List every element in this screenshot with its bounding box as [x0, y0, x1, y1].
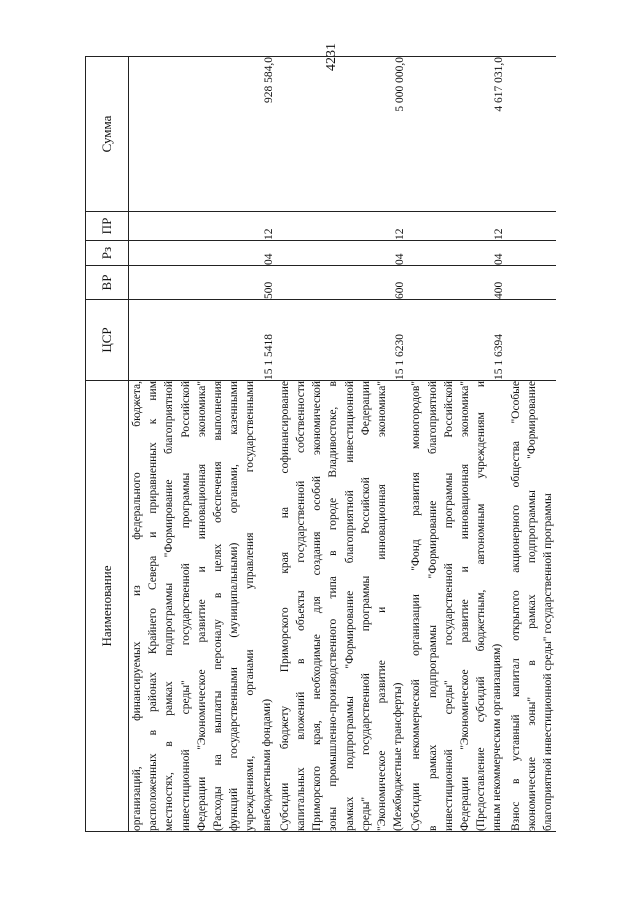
row-name-cell	[277, 381, 409, 832]
row-name-cell	[508, 381, 557, 832]
row-name-line: (Межбюджетные трансферты)	[392, 682, 405, 831]
row-name-line: (Предоставление субсидий бюджетным, автономным учреждениям и	[475, 381, 488, 831]
table-row	[129, 57, 277, 832]
row-name-line: организаций, финансируемых из федерального бюджета,	[131, 381, 143, 831]
row-csr-cell	[408, 300, 507, 381]
row-vr-value: 400	[493, 281, 506, 299]
row-vr-cell	[277, 266, 409, 300]
row-csr-cell	[508, 300, 557, 381]
row-name-line: иным некоммерческим организациям)	[491, 643, 504, 831]
row-vr-cell	[408, 266, 507, 300]
row-name-line: Субсидии некоммерческой организации "Фонд развития моногородов"	[410, 381, 423, 831]
row-name-line: капитальных вложений в объекты государственной собственности	[295, 381, 307, 831]
row-name-line: Субсидии бюджету Приморского края на софинансирование	[278, 381, 291, 831]
row-sum-cell	[129, 57, 277, 212]
row-name-line: в рамках подпрограммы "Формирование благоприятной	[426, 381, 439, 831]
row-rz-cell	[408, 241, 507, 266]
row-name-line: Федерации "Экономическое развитие и инновационная экономика"	[195, 381, 208, 831]
page-number-text: 4231	[324, 43, 339, 71]
row-vr-cell	[508, 266, 557, 300]
row-pr-cell	[129, 212, 277, 241]
header-name: Наименование	[86, 381, 129, 832]
row-sum-cell	[277, 57, 409, 212]
row-name-line: (Расходы на выплаты персоналу в целях обеспечения выполнения	[212, 381, 225, 831]
table-body	[129, 57, 557, 832]
row-vr-value: 500	[262, 281, 275, 299]
row-name-line: Федерации "Экономическое развитие и инновационная экономика"	[459, 381, 471, 831]
row-pr-value: 12	[394, 228, 407, 240]
row-pr-cell	[277, 212, 409, 241]
row-name-cell	[129, 381, 277, 832]
row-csr-cell	[129, 300, 277, 381]
row-rz-cell	[129, 241, 277, 266]
header-rz: Рз	[86, 241, 129, 266]
rotated-table-frame	[85, 57, 575, 832]
row-name-line: зоны промышленно-производственного типа в городе Владивостоке, в	[327, 381, 340, 831]
row-name-line: "Экономическое развитие и инновационная экономика"	[376, 381, 389, 831]
row-csr-cell	[277, 300, 409, 381]
row-name-line: инвестиционной среды" государственной программы Российской	[442, 381, 455, 831]
row-rz-value: 04	[394, 253, 407, 265]
row-rz-value: 04	[262, 253, 275, 265]
header-csr: ЦСР	[86, 300, 129, 381]
header-sum: Сумма	[86, 57, 129, 212]
row-csr-value: 15 1 6394	[493, 334, 506, 380]
row-name-line: учреждениями, органами управления государственными	[244, 381, 257, 831]
row-name-line: рамках подпрограммы "Формирование благоприятной инвестиционной	[343, 381, 356, 831]
table-header-row	[86, 57, 129, 832]
row-pr-cell	[508, 212, 557, 241]
header-pr: ПР	[86, 212, 129, 241]
row-sum-cell	[408, 57, 507, 212]
row-rz-cell	[508, 241, 557, 266]
row-vr-value: 600	[394, 281, 407, 299]
budget-table	[85, 56, 556, 832]
row-rz-cell	[277, 241, 409, 266]
row-name-line: Взнос в уставный капитал открытого акционерного общества "Особые	[509, 381, 522, 831]
table-row	[277, 57, 409, 832]
row-vr-cell	[129, 266, 277, 300]
row-sum-value: 4 617 031,0	[493, 57, 506, 112]
row-rz-value: 04	[493, 253, 506, 265]
row-pr-value: 12	[262, 228, 275, 240]
row-sum-cell	[508, 57, 557, 212]
row-name-line: местностях, в рамках подпрограммы "Формирование благоприятной	[163, 381, 176, 831]
row-name-line: инвестиционной среды" государственной программы Российской	[179, 381, 192, 831]
row-name-line: расположенных в районах Крайнего Севера и приравненных к ним	[147, 381, 160, 831]
row-name-line: Приморского края, необходимые для создания особой экономической	[311, 381, 324, 831]
row-csr-value: 15 1 6230	[394, 334, 407, 380]
row-name-line: среды" государственной программы Российской Федерации	[359, 381, 372, 831]
table-row	[408, 57, 507, 832]
row-name-line: функций государственными (муниципальными) органами, казенными	[228, 381, 241, 831]
row-pr-cell	[408, 212, 507, 241]
table-row	[508, 57, 557, 832]
row-pr-value: 12	[493, 228, 506, 240]
row-name-line: благоприятной инвестиционной среды" государственной программы	[542, 493, 554, 831]
row-csr-value: 15 1 5418	[262, 334, 275, 380]
row-name-cell	[408, 381, 507, 832]
row-name-line: внебюджетными фондами)	[260, 698, 273, 831]
row-name-line: экономические зоны" в рамках подпрограммы "Формирование	[525, 381, 538, 831]
row-sum-value: 928 584,0	[262, 57, 275, 103]
header-vr: ВР	[86, 266, 129, 300]
row-sum-value: 5 000 000,0	[394, 57, 407, 112]
